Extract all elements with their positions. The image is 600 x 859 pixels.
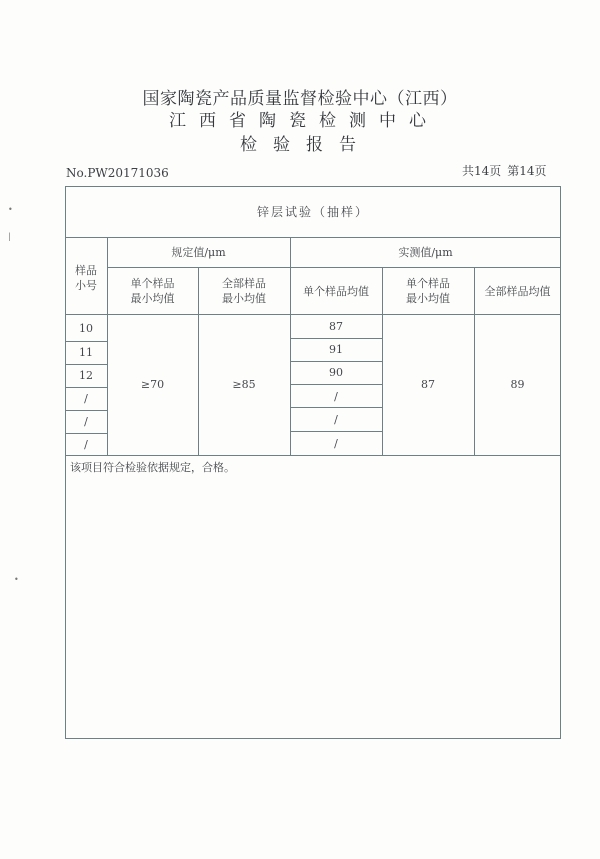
page-total: 共14页 xyxy=(462,164,502,178)
rule xyxy=(65,433,107,434)
report-title: 检验报告 xyxy=(240,135,372,155)
rule xyxy=(65,314,561,315)
meas-single-min-header: 单个样品 最小均值 xyxy=(406,277,450,305)
center-name-header: 江西省陶瓷检测中心 xyxy=(169,111,439,131)
page-indicator xyxy=(462,162,553,179)
sample-id-cell: / xyxy=(84,415,88,428)
rule xyxy=(107,237,108,455)
sample-id-cell: / xyxy=(84,438,88,451)
rule xyxy=(65,410,107,411)
rule xyxy=(65,364,107,365)
scan-speck: • xyxy=(14,575,19,584)
rule xyxy=(65,237,561,238)
measured-value-cell: / xyxy=(334,437,338,450)
page-current: 第14页 xyxy=(507,164,547,178)
spec-all-value: ≥85 xyxy=(232,378,256,391)
report-number: No.PW20171036 xyxy=(66,166,169,180)
measured-value-cell: 90 xyxy=(329,366,343,379)
rule xyxy=(65,341,107,342)
spec-group-header: 规定值/μm xyxy=(171,246,226,259)
measured-group-header: 实测值/μm xyxy=(398,246,453,259)
sample-id-cell: 11 xyxy=(79,346,93,359)
measured-value-cell: 87 xyxy=(329,320,343,333)
measured-value-cell: / xyxy=(334,413,338,426)
scan-speck: | xyxy=(8,232,11,241)
rule xyxy=(290,407,382,408)
spec-single-header: 单个样品 最小均值 xyxy=(130,277,175,305)
spec-single-value: ≥70 xyxy=(140,378,165,391)
org-name-header: 国家陶瓷产品质量监督检验中心（江西） xyxy=(142,89,458,109)
meas-all-avg-value: 89 xyxy=(510,378,525,391)
sample-id-cell: 12 xyxy=(79,369,93,382)
table-title: 锌层试验（抽样） xyxy=(256,205,369,219)
measured-value-cell: 91 xyxy=(329,343,343,356)
spec-all-header: 全部样品 最小均值 xyxy=(222,277,266,305)
rule xyxy=(290,361,382,362)
sample-id-cell: 10 xyxy=(79,322,93,335)
scan-speck: • xyxy=(8,205,13,214)
measured-value-cell: / xyxy=(334,390,338,403)
meas-single-avg-header: 单个样品均值 xyxy=(303,285,369,298)
sample-no-header: 样品 小号 xyxy=(75,264,97,292)
rule xyxy=(65,387,107,388)
rule xyxy=(290,431,382,432)
rule xyxy=(107,267,561,268)
rule xyxy=(290,338,382,339)
meas-single-min-value: 87 xyxy=(421,378,435,391)
conclusion-text: 该项目符合检验依据规定，合格。 xyxy=(70,461,235,474)
sample-id-cell: / xyxy=(84,392,88,405)
meas-all-avg-header: 全部样品均值 xyxy=(484,285,551,298)
rule xyxy=(290,384,382,385)
rule xyxy=(65,455,561,456)
